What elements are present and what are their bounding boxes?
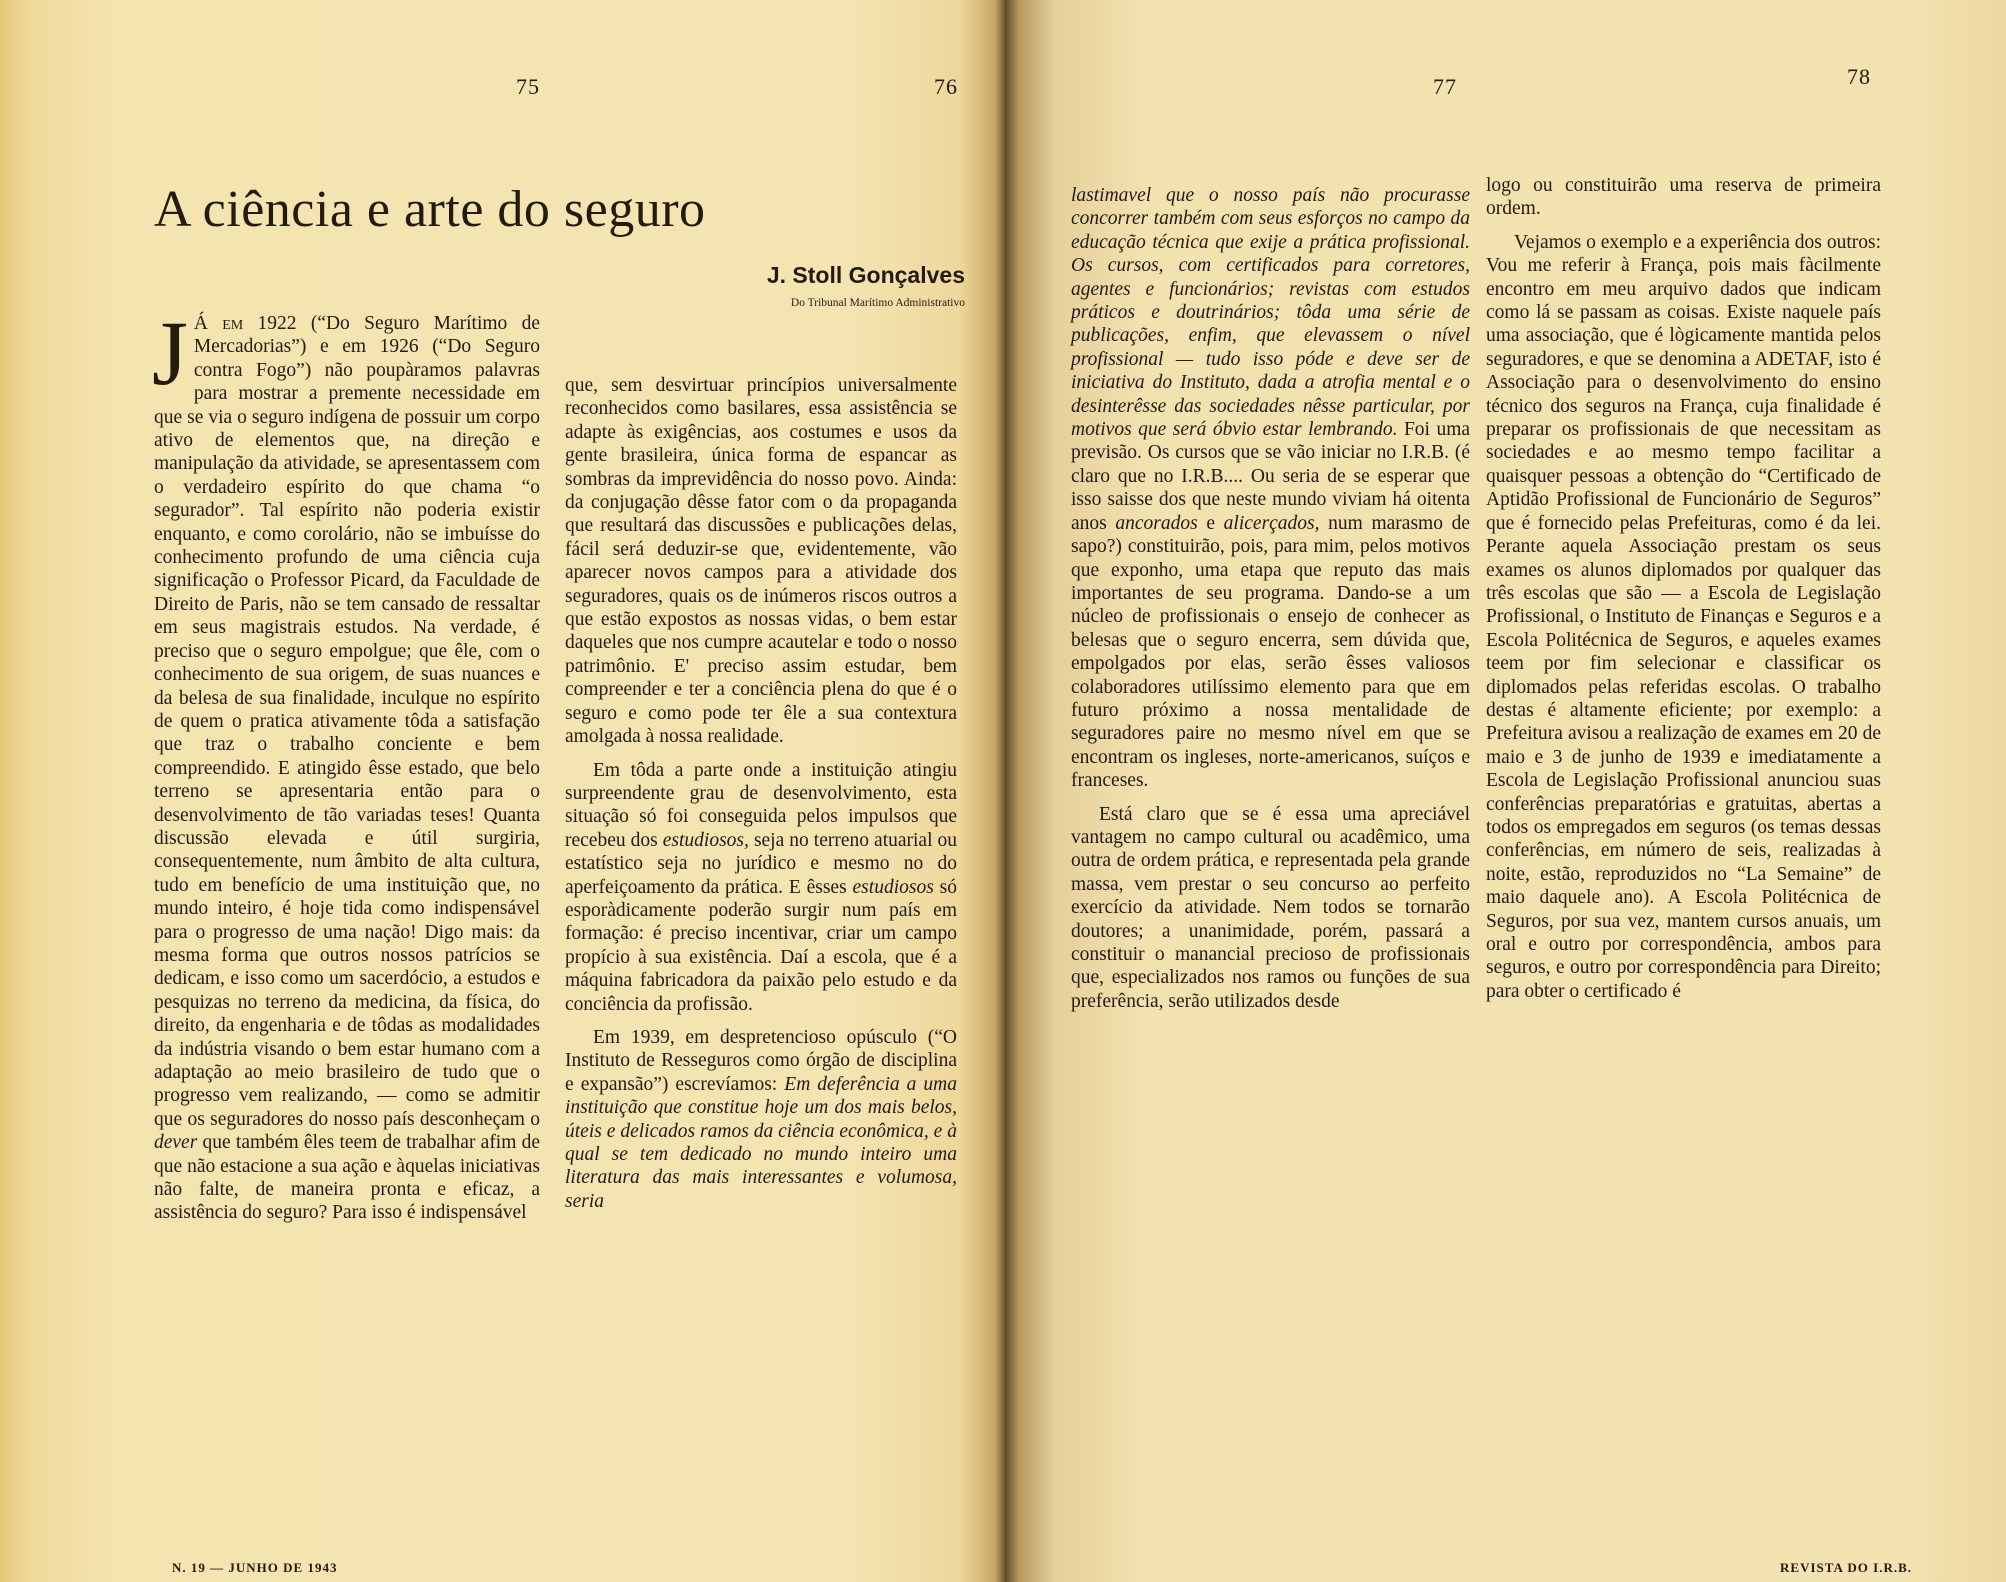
text-column-3: [1071, 184, 1470, 1013]
paragraph: que, sem desvirtuar princípios universalmente reconhecidos como basilares, essa assistência se adapte às exigências, aos costumes e usos da gente brasileira, única forma de espancar as sombras da imprevidência do nosso povo. Ainda: da conjugação dêsse fator com o da propaganda que resultará das discussões e publicações delas, fácil será deduzir-se que, evidentemente, vão aparecer novos campos para a atividade dos seguradores, quais os de inúmeros riscos outros a que estão expostos as nossas vidas, o bem estar daqueles que nos cumpre acautelar e todo o nosso patrimônio. E' preciso assim estudar, bem compreender e ter a conciência plena do que é o seguro e como pode ter êle a sua contextura amolgada à nossa realidade.: [565, 375, 957, 748]
article-title: A ciência e arte do seguro: [154, 181, 706, 238]
text-column-1: [152, 302, 541, 1225]
author-affiliation: Do Tribunal Marítimo Administrativo: [790, 297, 965, 309]
paragraph-text: que também êles teem de trabalhar afim de que não estacione a sua ação e àquelas iniciativas não falte, de maneira pronta e eficaz, a assistência do seguro? Para isso é indispensável: [154, 1132, 541, 1224]
paragraph: [565, 759, 957, 1016]
text-column-2: [565, 374, 957, 1213]
quotation: lastimavel que o nosso país não procurasse concorrer também com seus esforços no campo da educação técnica que exije a prática profissional. Os cursos, com certificados para corretores, agentes e funcionários; revistas com estudos práticos e doutrinários; tôda uma série de publicações, enfim, que elevassem o nível profissional — tudo isso póde e deve ser de iniciativa do Instituto, dada a atrofia mental e o desinterêsse das sociedades nêsse particular, por motivos que será óbvio estar lembrando.: [1071, 185, 1470, 441]
paragraph: Vejamos o exemplo e a experiência dos outros: Vou me referir à França, pois mais fàcilmente encontro em meu arquivo dados que indicam como lá se passam as coisas. Existe naquele país uma associação, que é lògicamente mantida pelos seguradores, e que se denomina a ADETAF, isto é Associação para o desenvolvimento do ensino técnico dos seguros na França, cuja finalidade é preparar os profissionais de que necessitam as sociedades e ao mesmo tempo facilitar a quaisquer pessoas a obtenção do “Certificado de Aptidão Profissional de Funcionário de Seguros” que é fornecido pelas Prefeituras, como é da lei. Perante aquela Associação prestam os seus exames os alunos diplomados por qualquer das três escolas que são — a Escola de Legislação Profissional, o Instituto de Finanças e Seguros e a Escola Politécnica de Seguros, e aqueles exames teem por fim selecionar e classificar os diplomados pelas referidas escolas. O trabalho destas é altamente eficiente; por exemplo: a Prefeitura avisou a realização de exames em 20 de maio e 3 de junho de 1939 e imediatamente a Escola de Legislação Profissional anunciou suas conferências preparatórias e gratuitas, abertas a todos os empregados em seguros (os temas dessas conferências, em número de seis, realizadas à noite, estão, reproduzidos no “La Semaine” de maio daquele ano). A Escola Politécnica de Seguros, por sua vez, mantem cursos anuais, um oral e outro por correspondência, ambos para seguros, e outro por correspondência para Direito; para obter o certificado é: [1486, 231, 1881, 1002]
paragraph-text: e: [1206, 512, 1216, 534]
paragraph-text: Em tôda a parte onde a instituição atingiu surpreendente grau de desenvolvimento, esta situação só foi conseguida pelos impulsos que recebeu dos: [565, 759, 957, 851]
emphasis: ancorados: [1115, 512, 1198, 534]
paragraph: [1071, 184, 1470, 793]
drop-cap: J: [152, 302, 188, 404]
paragraph: [152, 302, 541, 1225]
right-page: [1005, 0, 2006, 1582]
page-number-75: 75: [516, 74, 540, 99]
page-number-77: 77: [1433, 74, 1457, 99]
paragraph-text: Em 1939, em despretencioso opúsculo (“O Instituto de Resseguros como órgão de disciplina e expansão”) escrevíamos:: [565, 1026, 957, 1095]
emphasis: dever: [154, 1132, 198, 1154]
text-column-4: [1486, 174, 1881, 1003]
page-number-76: 76: [934, 74, 958, 99]
emphasis: estudiosos: [852, 876, 934, 898]
page-number-78: 78: [1847, 64, 1871, 89]
footer-issue: N. 19 — JUNHO DE 1943: [172, 1560, 338, 1575]
opening-words: Á em: [193, 313, 244, 334]
paragraph-text: seja no terreno atuarial ou estatístico seja no jurídico e mesmo no do aperfeiçoamento da prática. E êsses: [565, 829, 958, 898]
paragraph: [565, 1026, 957, 1213]
emphasis: alicerçados,: [1223, 512, 1320, 534]
footer-journal: REVISTA DO I.R.B.: [1780, 1560, 1912, 1575]
paragraph-text: só esporàdicamente poderão surgir num país em formação: é preciso incentivar, criar um campo propício à sua existência. Daí a escola, que é a máquina fabricadora da paixão pelo estudo e da conciência da profissão.: [565, 876, 957, 1015]
paragraph-text: Foi uma previsão. Os cursos que se vão iniciar no I.R.B. (é claro que no I.R.B.... Ou seria de se esperar que isso saisse dos que neste mundo viviam há oitenta anos: [1071, 419, 1471, 534]
article-author: J. Stoll Gonçalves: [766, 262, 965, 288]
paragraph: logo ou constituirão uma reserva de primeira ordem.: [1486, 175, 1881, 220]
paragraph: Está claro que se é essa uma apreciável vantagem no campo cultural ou acadêmico, uma outra de ordem prática, e representada pela grande massa, vem prestar o seu concurso ao perfeito exercício da atividade. Nem todos se tornarão doutores; a unanimidade, porém, passará a constituir o manancial precioso de profissionais que, especializados nos ramos ou funções de sua preferência, serão utilizados desde: [1071, 803, 1470, 1012]
emphasis: estudiosos,: [662, 829, 749, 851]
quotation: Em deferência a uma instituição que constitue hoje um dos mais belos, úteis e delicados ramos da ciência econômica, e à qual se tem dedicado no mundo inteiro uma literatura das mais interessantes e volumosa, seria: [565, 1073, 958, 1212]
paragraph-text: 1922 (“Do Seguro Marítimo de Mercadorias”) e em 1926 (“Do Seguro contra Fogo”) não poupàramos palavras para mostrar a premente necessidade em que se via o seguro indígena de possuir um corpo ativo de elementos que, na direção e manipulação da atividade, se apresentassem com o verdadeiro espírito do que chama “o segurador”. Tal espírito não poderia existir enquanto, e como corolário, não se imbuísse do conhecimento profundo de uma ciência cuja significação o Professor Picard, da Faculdade de Direito de Paris, não se tem cansado de ressaltar em seus magistrais estudos. Na verdade, é preciso que o seguro empolgue; que êle, com o conhecimento de sua origem, de suas nuances e da belesa de sua finalidade, inculque no espírito de quem o pratica ativamente tôda a satisfação que traz o trabalho conciente e bem compreendido. E atingido êsse estado, que belo terreno se apresentaria então para o desenvolvimento de tão variadas teses! Quanta discussão elevada e útil surgiria, consequentemente, num âmbito de alta cultura, tudo em benefício de uma instituição que, no mundo inteiro, é hoje tida como indispensável para o progresso de uma nação! Digo mais: da mesma forma que outros nossos patrícios se dedicam, e isso como um sacerdócio, a estudos e pesquizas no terreno da medicina, da física, do direito, da engenharia e de tôdas as modalidades da indústria visando o bem estar humano com a adaptação ao meio brasileiro de tudo que o progresso vem realizando, — como se admitir que os seguradores do nosso país desconheçam o: [154, 313, 541, 1130]
paragraph-text: num marasmo de sapo?) constituirão, pois, para mim, pelos motivos que exponho, uma etapa que reputo das mais importantes de seu programa. Dando-se a um núcleo de profissionais o ensejo de conhecer as belesas que o seguro encerra, sem dúvida que, empolgados por elas, serão êsses valiosos colaboradores utilíssimo elemento para que em futuro próximo a nossa mentalidade de seguradores paire no mesmo nível em que se encontram os ingleses, norte-americanos, suíços e franceses.: [1071, 512, 1470, 792]
